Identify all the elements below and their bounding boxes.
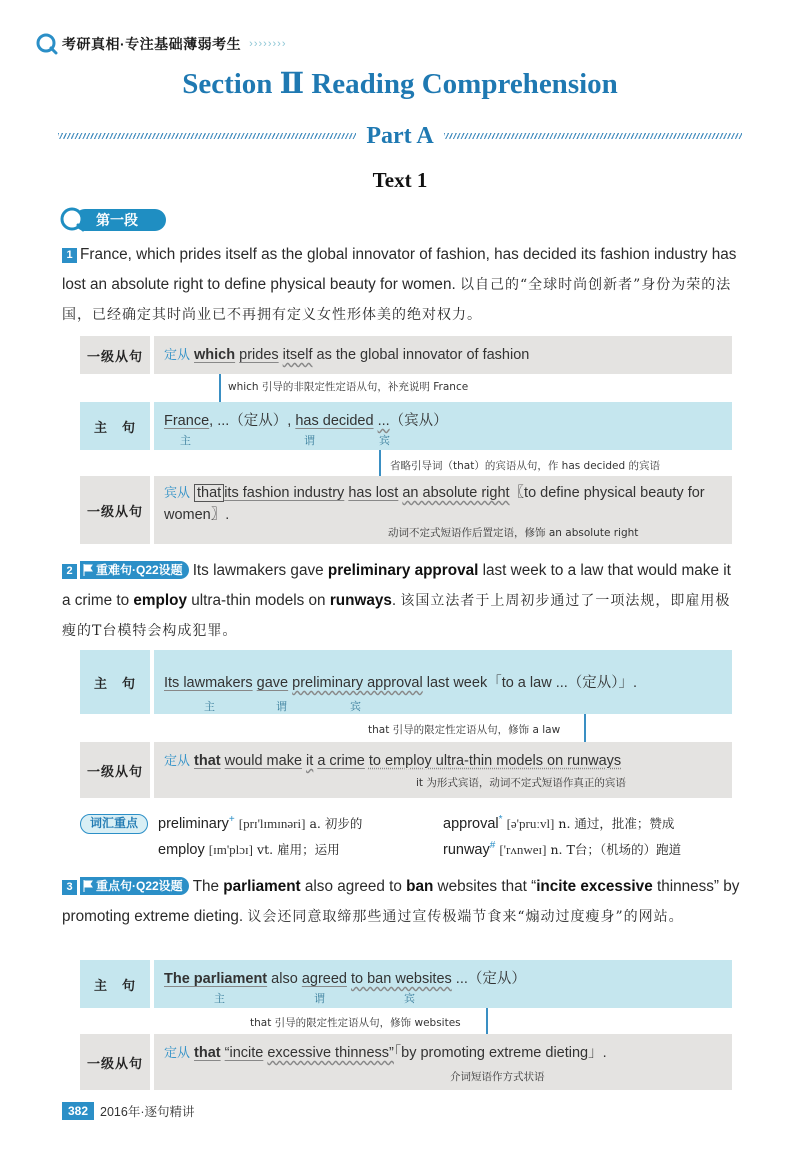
annotation: which 引导的非限定性定语从句，补充说明 France [228,381,469,393]
object: to ban websites [351,971,452,987]
adverbial: last week「to a law ...（定从）」. [422,675,638,691]
object-label: 宾 [404,993,415,1005]
section-title: Section Ⅱ Reading Comprehension [182,68,618,100]
sentence-number: 2 [62,564,77,579]
clause-type: 宾从 [164,485,191,500]
sentence-number: 1 [62,248,77,263]
predicate-label: 谓 [304,435,315,447]
clause-verb: prides [239,347,279,363]
subject-label: 主 [214,993,225,1005]
clause-placeholder: ...（定从） [455,971,526,987]
subject-label: 主 [180,435,191,447]
sentence-1 [62,240,742,330]
footer-text: 2016年·逐句精讲 [100,1105,195,1119]
clause-rest: as the global innovator of fashion [312,347,530,363]
paragraph-badge [60,207,166,233]
brand-text: 考研真相·专注基础薄弱考生 [62,36,242,52]
clause-verb: “incite [224,1045,264,1061]
relative-pronoun: that [194,1045,221,1061]
part-heading [58,120,742,152]
arrow-connector [219,374,221,402]
vocab-item: preliminary+ [prɪ'lɪmɪnəri] a. 初步的 [158,814,363,832]
row-label: 一级从句 [80,1034,150,1090]
part-title: Part A [366,122,434,149]
object-label: 宾 [379,435,390,447]
arrow-connector [379,450,381,476]
relative-pronoun: which [194,347,236,363]
sentence-1-chinese: 以自己的“全球时尚创新者”身份为荣的法国，已经确定其时尚业已不再拥有定义女性形体美的绝对权力。 [62,277,732,323]
brand-arrows: ›››››››› [249,38,287,50]
sentence-number: 3 [62,880,77,895]
analysis-row-clause-2 [80,476,732,544]
header-brand [36,32,286,56]
sentence-3: 3 重点句·Q22设题 The parliament also agreed to ban websites that “incite excessive thinness” by promoting extreme dieting. 议会还同意取缔那些通过宣传极端节食来“煽动过度瘦身”的网站。 [62,878,740,925]
relative-pronoun: that [194,753,221,769]
subject: Its lawmakers [164,675,253,691]
subject: France [164,413,210,429]
formal-object: it [306,753,314,769]
subject-label: 主 [204,701,215,713]
subject: The parliament [164,971,268,987]
sentence-2: 2 重难句·Q22设题 Its lawmakers gave preliminary approval last week to a law that would make it a crime to employ ultra-thin models on runways. 该国立法者于上周初步通过了一项法规，即雇用极瘦的T台模特会构成犯罪。 [62,562,731,639]
page-number: 382 [62,1102,94,1120]
predicate-label: 谓 [314,993,325,1005]
clause-object: excessive thinness” [267,1045,394,1061]
conjunction: that [194,484,224,502]
paragraph-badge-label: 第一段 [96,212,138,228]
complement: a crime [317,753,365,769]
key-sentence-tag: 重难句·Q22设题 [80,561,189,579]
row-label: 一级从句 [80,336,150,374]
annotation: that 引导的限定性定语从句，修饰 websites [250,1017,461,1029]
arrow-connector [486,1008,488,1034]
row-label: 主 句 [80,960,150,1008]
page-footer [62,1102,195,1120]
adverb: also [271,971,298,987]
analysis-row-clause-1 [80,336,732,374]
object: preliminary approval [292,675,423,691]
arrow-connector [584,714,586,742]
predicate-label: 谓 [276,701,287,713]
flag-icon [83,564,93,576]
annotation: 动词不定式短语作后置定语，修饰 an absolute right [388,527,639,539]
analysis-row-main [80,960,732,1008]
adverbial: 「by promoting extreme dieting」. [393,1045,607,1061]
flag-icon [83,880,93,892]
predicate: gave [256,675,289,691]
magnifier-q-icon [60,207,86,233]
real-object: to employ ultra-thin models on runways [368,753,622,769]
magnifier-q-icon [36,33,58,55]
clause-type: 定从 [164,1045,191,1060]
text-title: Text 1 [372,168,428,192]
analysis-row-clause [80,742,732,798]
sentence-2-chinese: 该国立法者于上周初步通过了一项法规，即雇用极瘦的T台模特会构成犯罪。 [62,593,731,639]
annotation: it 为形式宾语，动词不定式短语作真正的宾语 [416,777,626,789]
analysis-row-main [80,650,732,714]
predicate: agreed [301,971,347,987]
annotation: 介词短语作方式状语 [450,1071,545,1083]
clause-subject: its fashion industry [224,485,345,501]
clause-object: itself [282,347,313,363]
key-sentence-tag: 重点句·Q22设题 [80,877,189,895]
clause-type: 定从 [164,347,191,362]
clause-placeholder: , ...（定从）, [209,413,296,429]
annotation: 省略引导词（that）的宾语从句，作 has decided 的宾语 [390,460,660,472]
clause-verb: would make [224,753,303,769]
vocab-tag: 词汇重点 [80,814,148,834]
row-label: 主 句 [80,402,150,450]
sentence-1-english: France, which prides itself as the global innovator of fashion, has decided its fashion industry has lost an absolute right to define physical beauty for women. [62,246,737,293]
annotation: that 引导的限定性定语从句，修饰 a law [368,724,561,736]
clause-object: an absolute right [402,485,510,501]
analysis-row-clause [80,1034,732,1090]
vocab-item: approval* [ə'pruːvl] n. 通过，批准；赞成 [443,814,675,832]
object: ... [377,413,390,429]
row-label: 一级从句 [80,476,150,544]
hatched-divider-left [58,133,356,139]
analysis-row-main [80,402,732,450]
row-label: 一级从句 [80,742,150,798]
clause-type: 定从 [164,753,191,768]
clause-placeholder: （宾从） [389,413,448,429]
clause-verb: has lost [348,485,399,501]
sentence-3-chinese: 议会还同意取缔那些通过宣传极端节食来“煽动过度瘦身”的网站。 [247,909,684,925]
object-label: 宾 [350,701,361,713]
attributive-phrase: 〖to define physical beauty for women〗. [164,485,705,523]
predicate: has decided [295,413,374,429]
vocab-item: employ [ɪm'plɔɪ] vt. 雇用；运用 [158,842,340,858]
hatched-divider-right [444,133,742,139]
vocab-item: runway# ['rʌnweɪ] n. T台；（机场的）跑道 [443,840,682,858]
row-label: 主 句 [80,650,150,714]
